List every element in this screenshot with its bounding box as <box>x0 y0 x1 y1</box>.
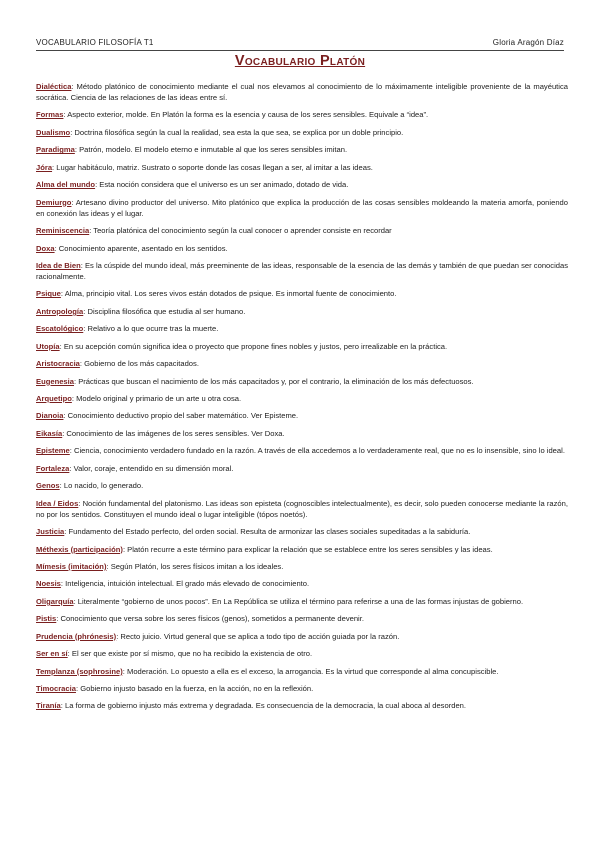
entry-term: Timocracia <box>36 684 76 693</box>
entry-term: Paradigma <box>36 145 75 155</box>
vocabulary-entry <box>36 410 568 421</box>
entry-definition: : Alma, principio vital. Los seres vivos están dotados de psique. Es inmortal fuente de conocimiento. <box>60 289 397 299</box>
entry-definition: : Fundamento del Estado perfecto, del orden social. Resulta de armonizar las clases sociales supeditadas a la sabiduría. <box>64 527 471 537</box>
vocabulary-entry <box>36 613 568 624</box>
vocabulary-entry <box>36 243 568 254</box>
entry-term: Justicia <box>36 527 65 537</box>
entry-definition: : Inteligencia, intuición intelectual. El grado más elevado de conocimiento. <box>60 579 310 589</box>
entry-term: Aristocracia <box>36 359 80 369</box>
entry-definition: : El ser que existe por sí mismo, que no ha recibido la existencia de otro. <box>67 649 313 659</box>
vocabulary-entry <box>36 341 568 352</box>
page-title: Vocabulario Platón <box>234 53 366 69</box>
vocabulary-entry <box>36 480 568 491</box>
entry-term: Noesis <box>36 579 61 589</box>
vocabulary-entry <box>36 109 568 120</box>
entry-term: Arquetipo <box>36 394 72 403</box>
entry-definition: : En su acepción común significa idea o proyecto que propone fines nobles y justos, pero irrealizable en la práctica. <box>59 341 448 351</box>
vocabulary-entry <box>36 683 568 694</box>
entry-definition: : Recto juicio. Virtud general que se aplica a todo tipo de acción guiada por la razón. <box>116 631 400 641</box>
entry-definition: : Artesano divino productor del universo. Mito platónico que explica la producción de las cosas sensibles moldeando la materia amorfa, poniendo en conexión las ideas y el lugar. <box>36 197 568 218</box>
entry-definition: : Ciencia, conocimiento verdadero fundado en la razón. A través de ella accedemos a lo verdaderamente real, que no es lo insensible, sino lo ideal. <box>69 446 565 456</box>
entry-definition: : Conocimiento de las imágenes de los seres sensibles. Ver Doxa. <box>62 428 285 438</box>
entry-term: Tiranía <box>36 701 61 711</box>
entry-definition: : Moderación. Lo opuesto a ella es el exceso, la arrogancia. Es la virtud que corresponde al alma concupiscible. <box>122 666 499 676</box>
vocabulary-entry <box>36 288 568 299</box>
entry-term: Dialéctica <box>36 82 72 91</box>
entry-term: Jóra <box>36 162 53 172</box>
vocabulary-entry <box>36 544 568 555</box>
entry-term: Templanza (sophrosine) <box>36 666 123 676</box>
entry-definition: : Noción fundamental del platonismo. Las ideas son episteta (cognoscibles intelectualmente), es decir, solo pueden conocerse mediante la razón, no por los sentidos. Constituyen el mundo ideal o lugar inteligible (tópos noetós). <box>36 498 568 519</box>
vocabulary-entry <box>36 631 568 642</box>
vocabulary-entry <box>36 376 568 387</box>
page-header <box>36 38 564 51</box>
entry-definition: : Según Platón, los seres físicos imitan a los ideales. <box>106 561 284 571</box>
vocabulary-entry <box>36 81 568 103</box>
entry-definition: : Platón recurre a este término para explicar la relación que se establece entre los seres sensibles y las ideas. <box>122 544 493 554</box>
vocabulary-entry <box>36 648 568 659</box>
vocabulary-entry <box>36 225 568 236</box>
entry-definition: : Disciplina filosófica que estudia al ser humano. <box>83 306 246 316</box>
entry-definition: : La forma de gobierno injusto más extrema y degradada. Es consecuencia de la democracia, la cual aboca al desorden. <box>60 701 467 711</box>
entry-term: Antropología <box>36 306 84 316</box>
vocabulary-entry <box>36 144 568 155</box>
vocabulary-entry <box>36 596 568 607</box>
entry-term: Episteme <box>36 446 70 456</box>
entry-definition: : Literalmente “gobierno de unos pocos”. En La República se utiliza el término para referirse a una de las formas injustas de gobierno. <box>73 596 524 606</box>
vocabulary-entry <box>36 162 568 173</box>
vocabulary-list <box>36 81 568 718</box>
vocabulary-entry <box>36 578 568 589</box>
entry-term: Doxa <box>36 243 55 253</box>
entry-term: Eikasía <box>36 428 63 438</box>
entry-definition: : Aspecto exterior, molde. En Platón la forma es la esencia y causa de los seres sensibles. Equivale a “idea”. <box>63 110 429 120</box>
entry-definition: : Gobierno injusto basado en la fuerza, en la acción, no en la reflexión. <box>75 684 314 693</box>
entry-term: Genos <box>36 481 60 491</box>
entry-term: Prudencia (phrónesis) <box>36 631 117 641</box>
vocabulary-entry <box>36 358 568 369</box>
vocabulary-entry <box>36 179 568 190</box>
entry-definition: : Lugar habitáculo, matriz. Sustrato o soporte donde las cosas llegan a ser, al imitar a las ideas. <box>52 162 373 172</box>
entry-definition: : Modelo original y primario de un arte u otra cosa. <box>71 394 242 403</box>
entry-term: Alma del mundo <box>36 180 96 190</box>
vocabulary-entry <box>36 526 568 537</box>
vocabulary-entry <box>36 463 568 474</box>
header-author: Gloria Aragón Díaz <box>492 38 564 47</box>
entry-term: Oligarquía <box>36 596 74 606</box>
vocabulary-entry <box>36 127 568 138</box>
entry-definition: : Conocimiento deductivo propio del saber matemático. Ver Episteme. <box>63 411 299 421</box>
entry-definition: : Lo nacido, lo generado. <box>59 481 144 491</box>
entry-definition: : Prácticas que buscan el nacimiento de los más capacitados y, por el contrario, la eliminación de los más defectuosos. <box>73 376 474 386</box>
vocabulary-entry <box>36 700 568 711</box>
vocabulary-entry <box>36 306 568 317</box>
vocabulary-entry <box>36 428 568 439</box>
entry-term: Méthexis (participación) <box>36 544 123 554</box>
entry-term: Fortaleza <box>36 463 70 473</box>
entry-term: Psique <box>36 289 61 299</box>
entry-term: Formas <box>36 110 64 120</box>
entry-term: Idea / Eidos <box>36 498 79 508</box>
vocabulary-entry <box>36 561 568 572</box>
entry-term: Pistis <box>36 614 57 624</box>
entry-definition: : Método platónico de conocimiento mediante el cual nos elevamos al conocimiento de lo máximamente inteligible proveniente de la mayéutica socrática. Ciencia de las relaciones de las ideas entre sí. <box>36 82 568 102</box>
entry-term: Dianoia <box>36 411 64 421</box>
vocabulary-entry <box>36 393 568 404</box>
entry-definition: : Valor, coraje, entendido en su dimensión moral. <box>69 463 234 473</box>
entry-term: Demiurgo <box>36 197 72 207</box>
vocabulary-entry <box>36 197 568 219</box>
entry-definition: : Relativo a lo que ocurre tras la muerte. <box>83 324 219 334</box>
vocabulary-entry <box>36 323 568 334</box>
vocabulary-entry <box>36 498 568 520</box>
entry-definition: : Doctrina filosófica según la cual la realidad, sea esta la que sea, se explica por un doble principio. <box>70 127 404 137</box>
entry-term: Dualismo <box>36 127 71 137</box>
entry-definition: : Es la cúspide del mundo ideal, más preeminente de las ideas, responsable de la esencia de las demás y también de que puedan ser conocidas racionalmente. <box>36 260 568 281</box>
entry-definition: : Gobierno de los más capacitados. <box>79 359 199 369</box>
entry-term: Eugenesia <box>36 376 74 386</box>
entry-term: Idea de Bien <box>36 260 81 270</box>
entry-definition: : Esta noción considera que el universo es un ser animado, dotado de vida. <box>95 180 349 190</box>
entry-definition: : Conocimiento aparente, asentado en los sentidos. <box>54 243 228 253</box>
entry-definition: : Conocimiento que versa sobre los seres físicos (genos), sometidos a permanente devenir. <box>56 614 364 624</box>
vocabulary-entry <box>36 260 568 282</box>
entry-term: Escatológico <box>36 324 84 334</box>
entry-definition: : Patrón, modelo. El modelo eterno e inmutable al que los seres sensibles imitan. <box>74 145 348 155</box>
vocabulary-entry <box>36 666 568 677</box>
entry-term: Reminiscencia <box>36 226 90 236</box>
entry-term: Ser en sí <box>36 649 68 659</box>
vocabulary-entry <box>36 445 568 456</box>
entry-term: Utopía <box>36 341 60 351</box>
header-left-text: VOCABULARIO FILOSOFÍA T1 <box>36 38 154 47</box>
entry-term: Mímesis (imitación) <box>36 561 107 571</box>
entry-definition: : Teoría platónica del conocimiento según la cual conocer o aprender consiste en recordar <box>89 226 392 236</box>
